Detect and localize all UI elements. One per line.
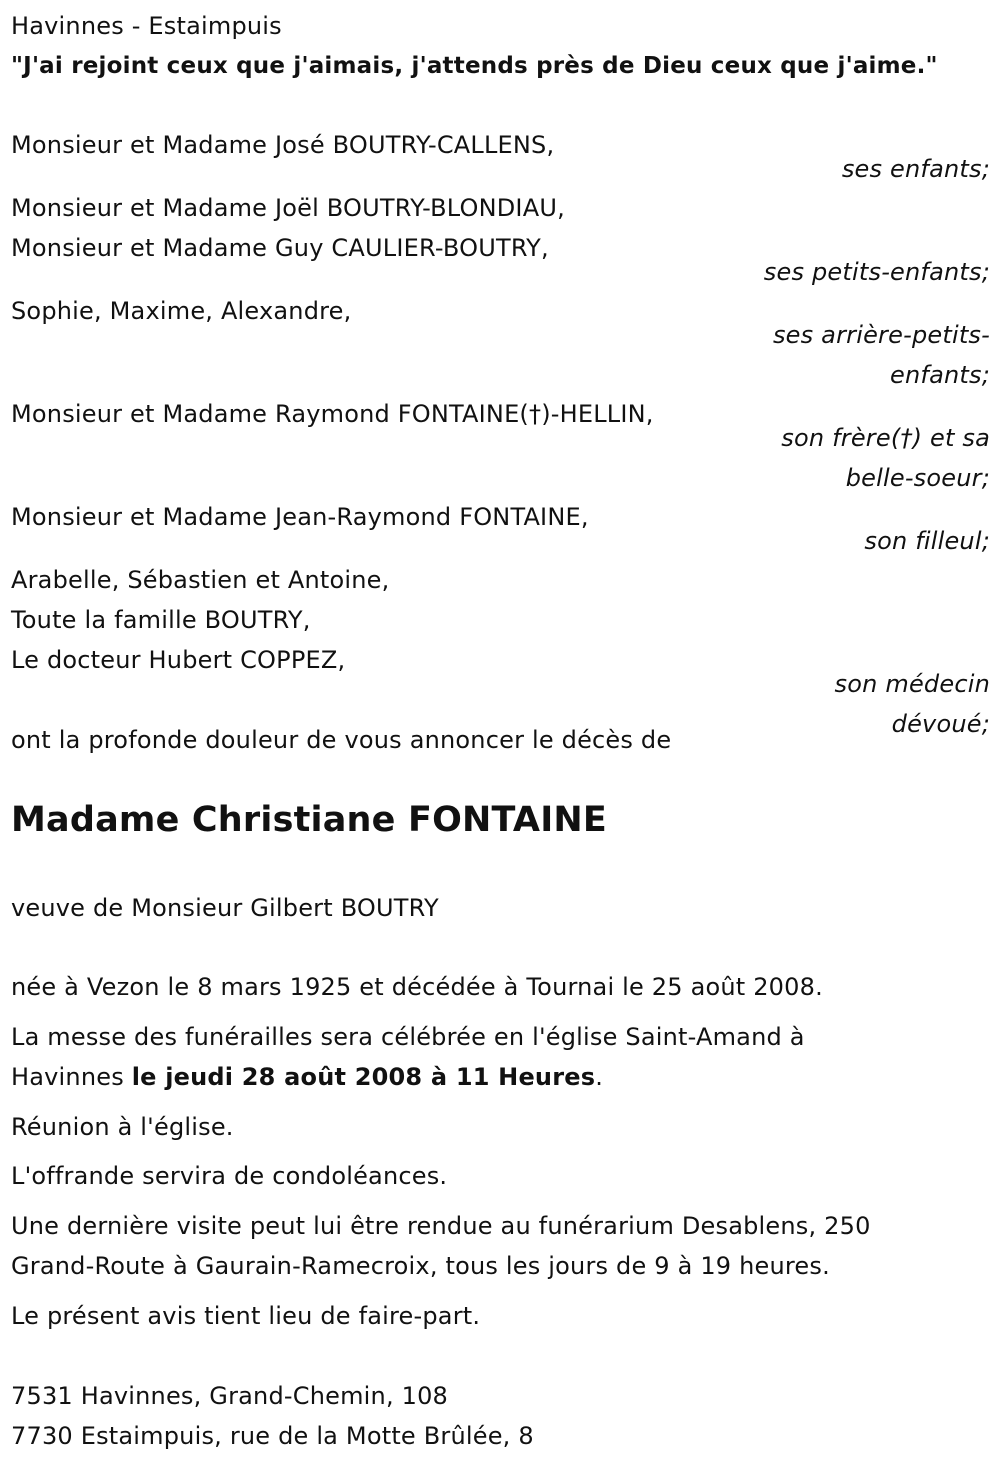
role-brother-line1: son frère(†) et sa	[781, 424, 990, 452]
role-great-grandchildren-line1: ses arrière-petits-	[772, 321, 990, 349]
family-member-grandchild-1: Monsieur et Madame Joël BOUTRY-BLONDIAU,	[11, 194, 565, 222]
address-estaimpuis: 7730 Estaimpuis, rue de la Motte Brûlée, 8	[11, 1422, 534, 1450]
family-member-godson: Monsieur et Madame Jean-Raymond FONTAINE,	[11, 503, 589, 531]
family-member-others: Arabelle, Sébastien et Antoine,	[11, 566, 390, 594]
visit-info-line2: Grand-Route à Gaurain-Ramecroix, tous les jours de 9 à 19 heures.	[11, 1252, 830, 1280]
family-member-doctor: Le docteur Hubert COPPEZ,	[11, 646, 346, 674]
notice-info: Le présent avis tient lieu de faire-part.	[11, 1302, 481, 1330]
family-boutry: Toute la famille BOUTRY,	[11, 606, 311, 634]
role-godson: son filleul;	[864, 527, 990, 555]
role-great-grandchildren-line2: enfants;	[890, 361, 990, 389]
family-member-grandchild-2: Monsieur et Madame Guy CAULIER-BOUTRY,	[11, 234, 549, 262]
offering-info: L'offrande servira de condoléances.	[11, 1162, 448, 1190]
role-brother-line2: belle-soeur;	[845, 464, 990, 492]
meeting-info: Réunion à l'église.	[11, 1113, 234, 1141]
mass-info-line1: La messe des funérailles sera célébrée en l'église Saint-Amand à	[11, 1023, 805, 1051]
role-grandchildren: ses petits-enfants;	[763, 258, 990, 286]
mass-suffix: .	[595, 1063, 604, 1091]
family-member-brother: Monsieur et Madame Raymond FONTAINE(†)-HELLIN,	[11, 400, 654, 428]
mass-date: le jeudi 28 août 2008 à 11 Heures	[131, 1063, 596, 1091]
widow-of: veuve de Monsieur Gilbert BOUTRY	[11, 894, 439, 922]
address-havinnes: 7531 Havinnes, Grand-Chemin, 108	[11, 1382, 449, 1410]
epitaph-quote: "J'ai rejoint ceux que j'aimais, j'attends près de Dieu ceux que j'aime."	[11, 53, 938, 79]
role-doctor-line1: son médecin	[834, 670, 990, 698]
role-children: ses enfants;	[841, 155, 990, 183]
role-doctor-line2: dévoué;	[891, 710, 990, 738]
deceased-name: Madame Christiane FONTAINE	[11, 800, 608, 840]
locations-header: Havinnes - Estaimpuis	[11, 12, 282, 40]
family-member-child: Monsieur et Madame José BOUTRY-CALLENS,	[11, 131, 555, 159]
mass-location: Havinnes	[11, 1063, 132, 1091]
mass-info-line2	[11, 1062, 603, 1092]
birth-death-dates: née à Vezon le 8 mars 1925 et décédée à Tournai le 25 août 2008.	[11, 973, 823, 1001]
visit-info-line1: Une dernière visite peut lui être rendue au funérarium Desablens, 250	[11, 1212, 871, 1240]
announcement-intro: ont la profonde douleur de vous annoncer le décès de	[11, 726, 672, 754]
family-member-great-grandchildren: Sophie, Maxime, Alexandre,	[11, 297, 352, 325]
